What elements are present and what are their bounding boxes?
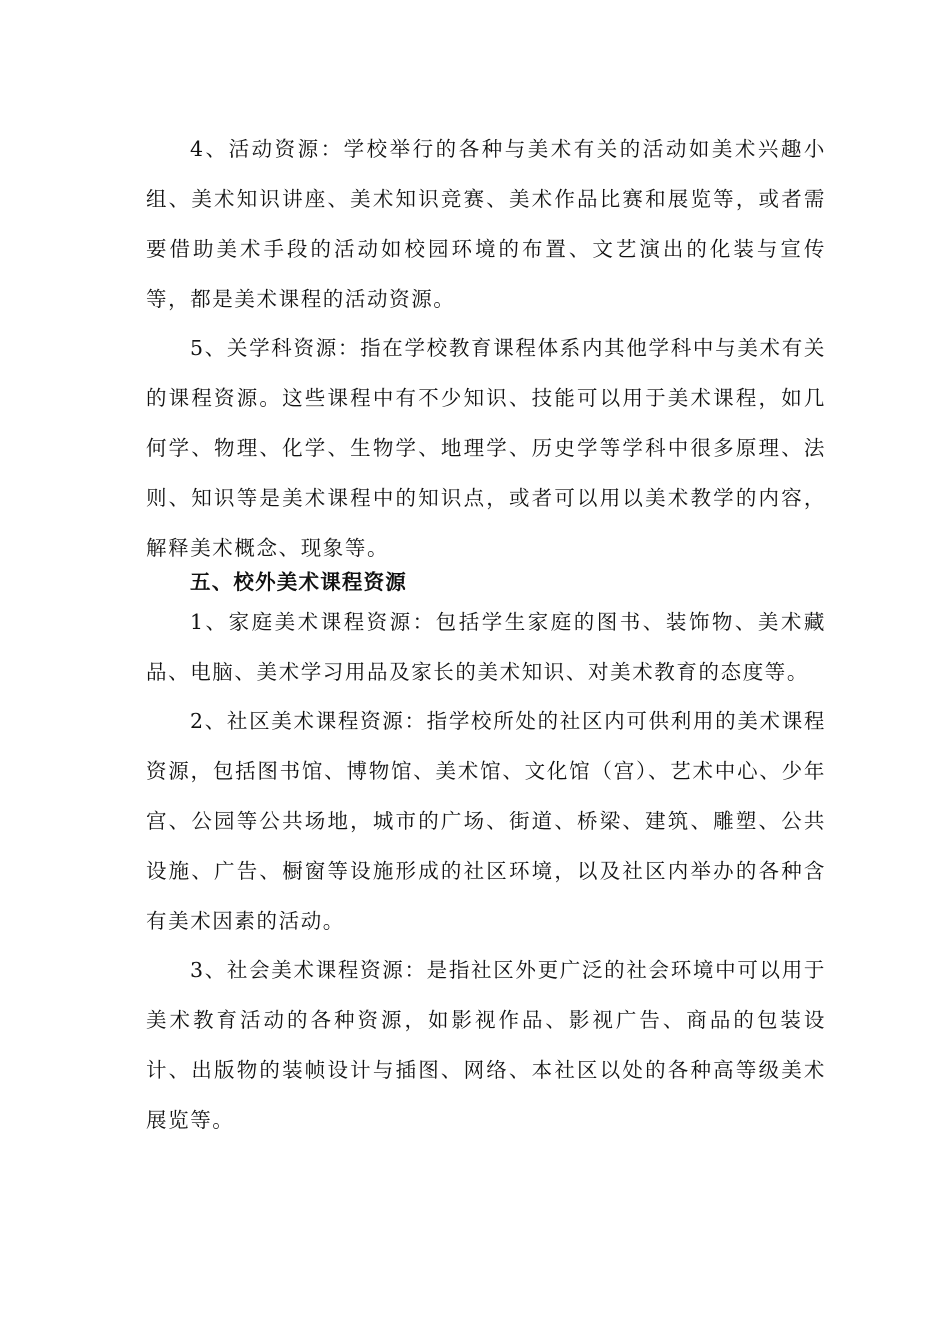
paragraph-related-subject-resources: 5、关学科资源：指在学校教育课程体系内其他学科中与美术有关的课程资源。这些课程中有不少知识、技能可以用于美术课程，如几何学、物理、化学、生物学、地理学、历史学等学科中很多原理、法则、知识等是美术课程中的知识点，或者可以用以美术教学的内容，解释美术概念、现象等。 [146,336,826,560]
paragraph-family-resources: 1、家庭美术课程资源：包括学生家庭的图书、装饰物、美术藏品、电脑、美术学习用品及家长的美术知识、对美术教育的态度等。 [146,610,826,684]
paragraph-community-resources: 2、社区美术课程资源：指学校所处的社区内可供利用的美术课程资源，包括图书馆、博物馆、美术馆、文化馆（宫）、艺术中心、少年宫、公园等公共场地，城市的广场、街道、桥梁、建筑、雕塑、公共设施、广告、橱窗等设施形成的社区环境，以及社区内举办的各种含有美术因素的活动。 [146,709,826,933]
section-heading: 五、校外美术课程资源 [190,570,407,594]
paragraph-activity-resources: 4、活动资源：学校举行的各种与美术有关的活动如美术兴趣小组、美术知识讲座、美术知识竞赛、美术作品比赛和展览等，或者需要借助美术手段的活动如校园环境的布置、文艺演出的化装与宣传等，都是美术课程的活动资源。 [146,137,826,311]
paragraph-society-resources: 3、社会美术课程资源：是指社区外更广泛的社会环境中可以用于美术教育活动的各种资源，如影视作品、影视广告、商品的包装设计、出版物的装帧设计与插图、网络、本社区以处的各种高等级美术展览等。 [146,958,826,1132]
